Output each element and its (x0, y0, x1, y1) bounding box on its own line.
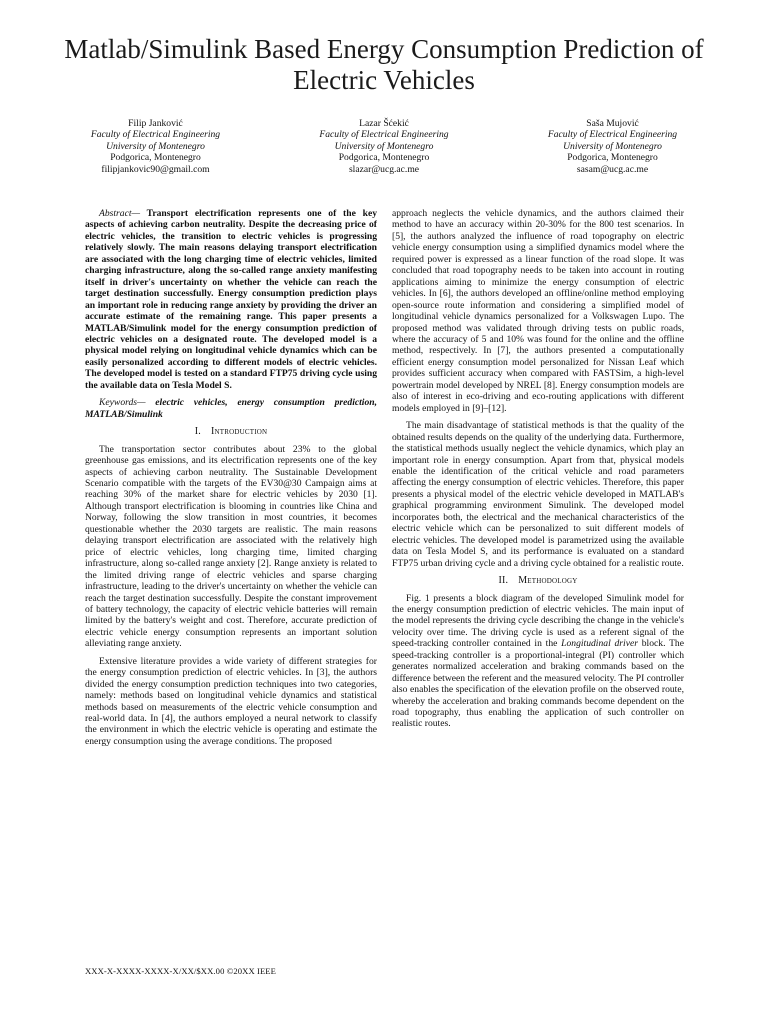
block-name: Longitudinal driver (561, 638, 638, 650)
paragraph-text: Fig. 1 presents a block diagram of the developed Simulink model for the energy consumption prediction of electric vehicles. The main input of the model represents the driving cycle describing the change in the vehicle's velocity over time. The driving cycle is used as a referent signal of the speed-tracking controller contained in the (392, 592, 684, 650)
author-university: University of Montenegro (106, 140, 205, 152)
author-3 (505, 118, 720, 175)
author-city: Podgorica, Montenegro (110, 152, 201, 164)
author-name: Saša Mujović (586, 118, 639, 129)
author-email[interactable]: sasam@ucg.ac.me (576, 163, 649, 175)
section-title: Methodology (518, 575, 578, 587)
section-number: I. (194, 426, 201, 438)
section-number: II. (498, 575, 509, 587)
section-title: Introduction (210, 426, 268, 438)
author-email[interactable]: slazar@ucg.ac.me (348, 163, 420, 175)
author-faculty: Faculty of Electrical Engineering (90, 129, 221, 141)
section-heading-methodology (392, 575, 684, 586)
abstract-label: Abstract— (99, 208, 141, 219)
left-column (85, 208, 377, 753)
abstract-text: Transport electrification represents one of the key aspects of achieving carbon neutrality. Despite the decreasing price of electric vehicles, the transition to electric vehicles is progressing relatively slowly. The main reasons delaying transport electrification are associated with the long charging time of electric vehicles, limited charging infrastructure, along the so-called range anxiety manifesting itself in driver's uncertainty on whether the vehicle can reach the target destination successfully. Energy consumption prediction plays an important role in reducing range anxiety by providing the driver an accurate estimate of the remaining range. This paper presents a MATLAB/Simulink model for the energy consumption prediction of electric vehicles on a designated route. The developed model is a physical model relying on longitudinal vehicle dynamics which can be easily personalized according to different models of electric vehicles. The developed model is tested on a standard FTP75 driving cycle using the available data on Tesla Model S. (85, 208, 377, 391)
paper-title: Matlab/Simulink Based Energy Consumption Prediction of Electric Vehicles (64, 34, 704, 95)
paragraph: The main disadvantage of statistical methods is that the quality of the obtained results depends on the quality of the underlying data. Furthermore, the statistical methods usually neglect the vehicle dynamics, which play an important role in energy consumption. Apart from that, physical models enable the identification of the critical vehicle and road parameters affecting the energy consumption of electric vehicles. Therefore, this paper presents a physical model of the electric vehicle developed in MATLAB's graphical programming environment Simulink. The developed model incorporates both, the electrical and the mechanical characteristics of the electric vehicle which can be personalized to suit different models of electric vehicles. The developed model is parametrized using the available data on Tesla Model S, and its performance is evaluated on a standard FTP75 urban driving cycle and a driving cycle obtained for a realistic route. (392, 420, 684, 569)
author-city: Podgorica, Montenegro (338, 152, 430, 164)
author-2 (277, 118, 492, 175)
copyright-footer: XXX-X-XXXX-XXXX-X/XX/$XX.00 ©20XX IEEE (85, 966, 277, 976)
author-name: Filip Janković (128, 118, 183, 129)
paragraph: The transportation sector contributes about 23% to the global greenhouse gas emissions, and its electrification represents one of the key aspects of achieving carbon neutrality. The Sustainable Development Scenario compatible with the targets of the EV30@30 Campaign aims at reaching 30% of the market share for electric vehicles by 2030 [1]. Although transport electrification is blooming in countries like China and Norway, following the slow transition in most countries, it becomes questionable whether the 2030 targets are realistic. The main reasons delaying transport electrification are associated with the relatively high price of electric vehicles, long charging time, limited charging infrastructure, along so-called range anxiety [2]. Range anxiety is related to the limited driving range of electric vehicles and sparse charging infrastructure, leading to the driver's uncertainty on whether the vehicle can reach the target destination successfully. Despite the constant improvement of battery technology, the capacity of electric vehicle batteries will remain limited by the battery's weight and cost. Therefore, accurate prediction of electric vehicle energy consumption represents an important solution alleviating range anxiety. (85, 443, 377, 650)
author-city: Podgorica, Montenegro (567, 152, 658, 164)
abstract (85, 208, 377, 391)
author-university: University of Montenegro (334, 140, 434, 152)
author-faculty: Faculty of Electrical Engineering (547, 129, 678, 141)
author-name: Lazar Šćekić (359, 118, 409, 129)
section-heading-introduction (85, 426, 377, 437)
author-faculty: Faculty of Electrical Engineering (319, 129, 449, 141)
paragraph-text: block. The speed-tracking controller is a proportional-integral (PI) controller which generates normalized acceleration and braking commands based on the difference between the referent and the measured velocity. The PI controller also enables the specification of the elevation profile on the observed route, whereby the acceleration and braking commands become dependent on the road topography, thus enabling the application of such controller on realistic routes. (392, 638, 684, 730)
author-1 (48, 118, 263, 175)
paragraph: approach neglects the vehicle dynamics, and the authors claimed their method to have an accuracy within 20-30% for the 800 test scenarios. In [5], the authors analyzed the influence of road topography on electric vehicle energy consumption using a simplified dynamics model where the required power is expressed as a linear function of the road slope. It was concluded that road topography needs to be taken into account in routing applications aiming to minimize the energy consumption of electric vehicles. In [6], the authors developed an offline/online method employing open-source route information and considering a simplified model of longitudinal vehicle dynamics personalized for a Volkswagen Lupo. The proposed method was validated through driving tests on public roads, where the accuracy of 5 and 10% was found for the online and the offline method, respectively. In [7], the authors presented a computationally efficient energy consumption model personalized for Nissan Leaf which provides sufficient accuracy when compared with FASTSim, a high-level powertrain model developed by NREL [8]. Energy consumption models are also of interest in eco-driving and eco-routing applications with different models employed in [9]–[12]. (392, 208, 684, 414)
keywords-label: Keywords— (99, 397, 146, 409)
author-university: University of Montenegro (563, 140, 662, 152)
keywords-text: electric vehicles, energy consumption prediction, MATLAB/Simulink (85, 397, 377, 420)
author-block (48, 118, 720, 175)
paragraph: Extensive literature provides a wide variety of different strategies for the energy consumption prediction of electric vehicles. In [3], the authors divided the energy consumption prediction techniques into two categories, namely: methods based on longitudinal vehicle dynamics and statistical methods based on measurements of the electric vehicle consumption and real-world data. In [4], the authors employed a neural network to classify the environment in which the electric vehicle is operating and estimate the energy consumption using the average conditions. The proposed (85, 655, 377, 747)
paragraph (392, 593, 684, 730)
right-column (392, 208, 684, 736)
author-email[interactable]: filipjankovic90@gmail.com (101, 163, 210, 175)
keywords (85, 397, 377, 420)
